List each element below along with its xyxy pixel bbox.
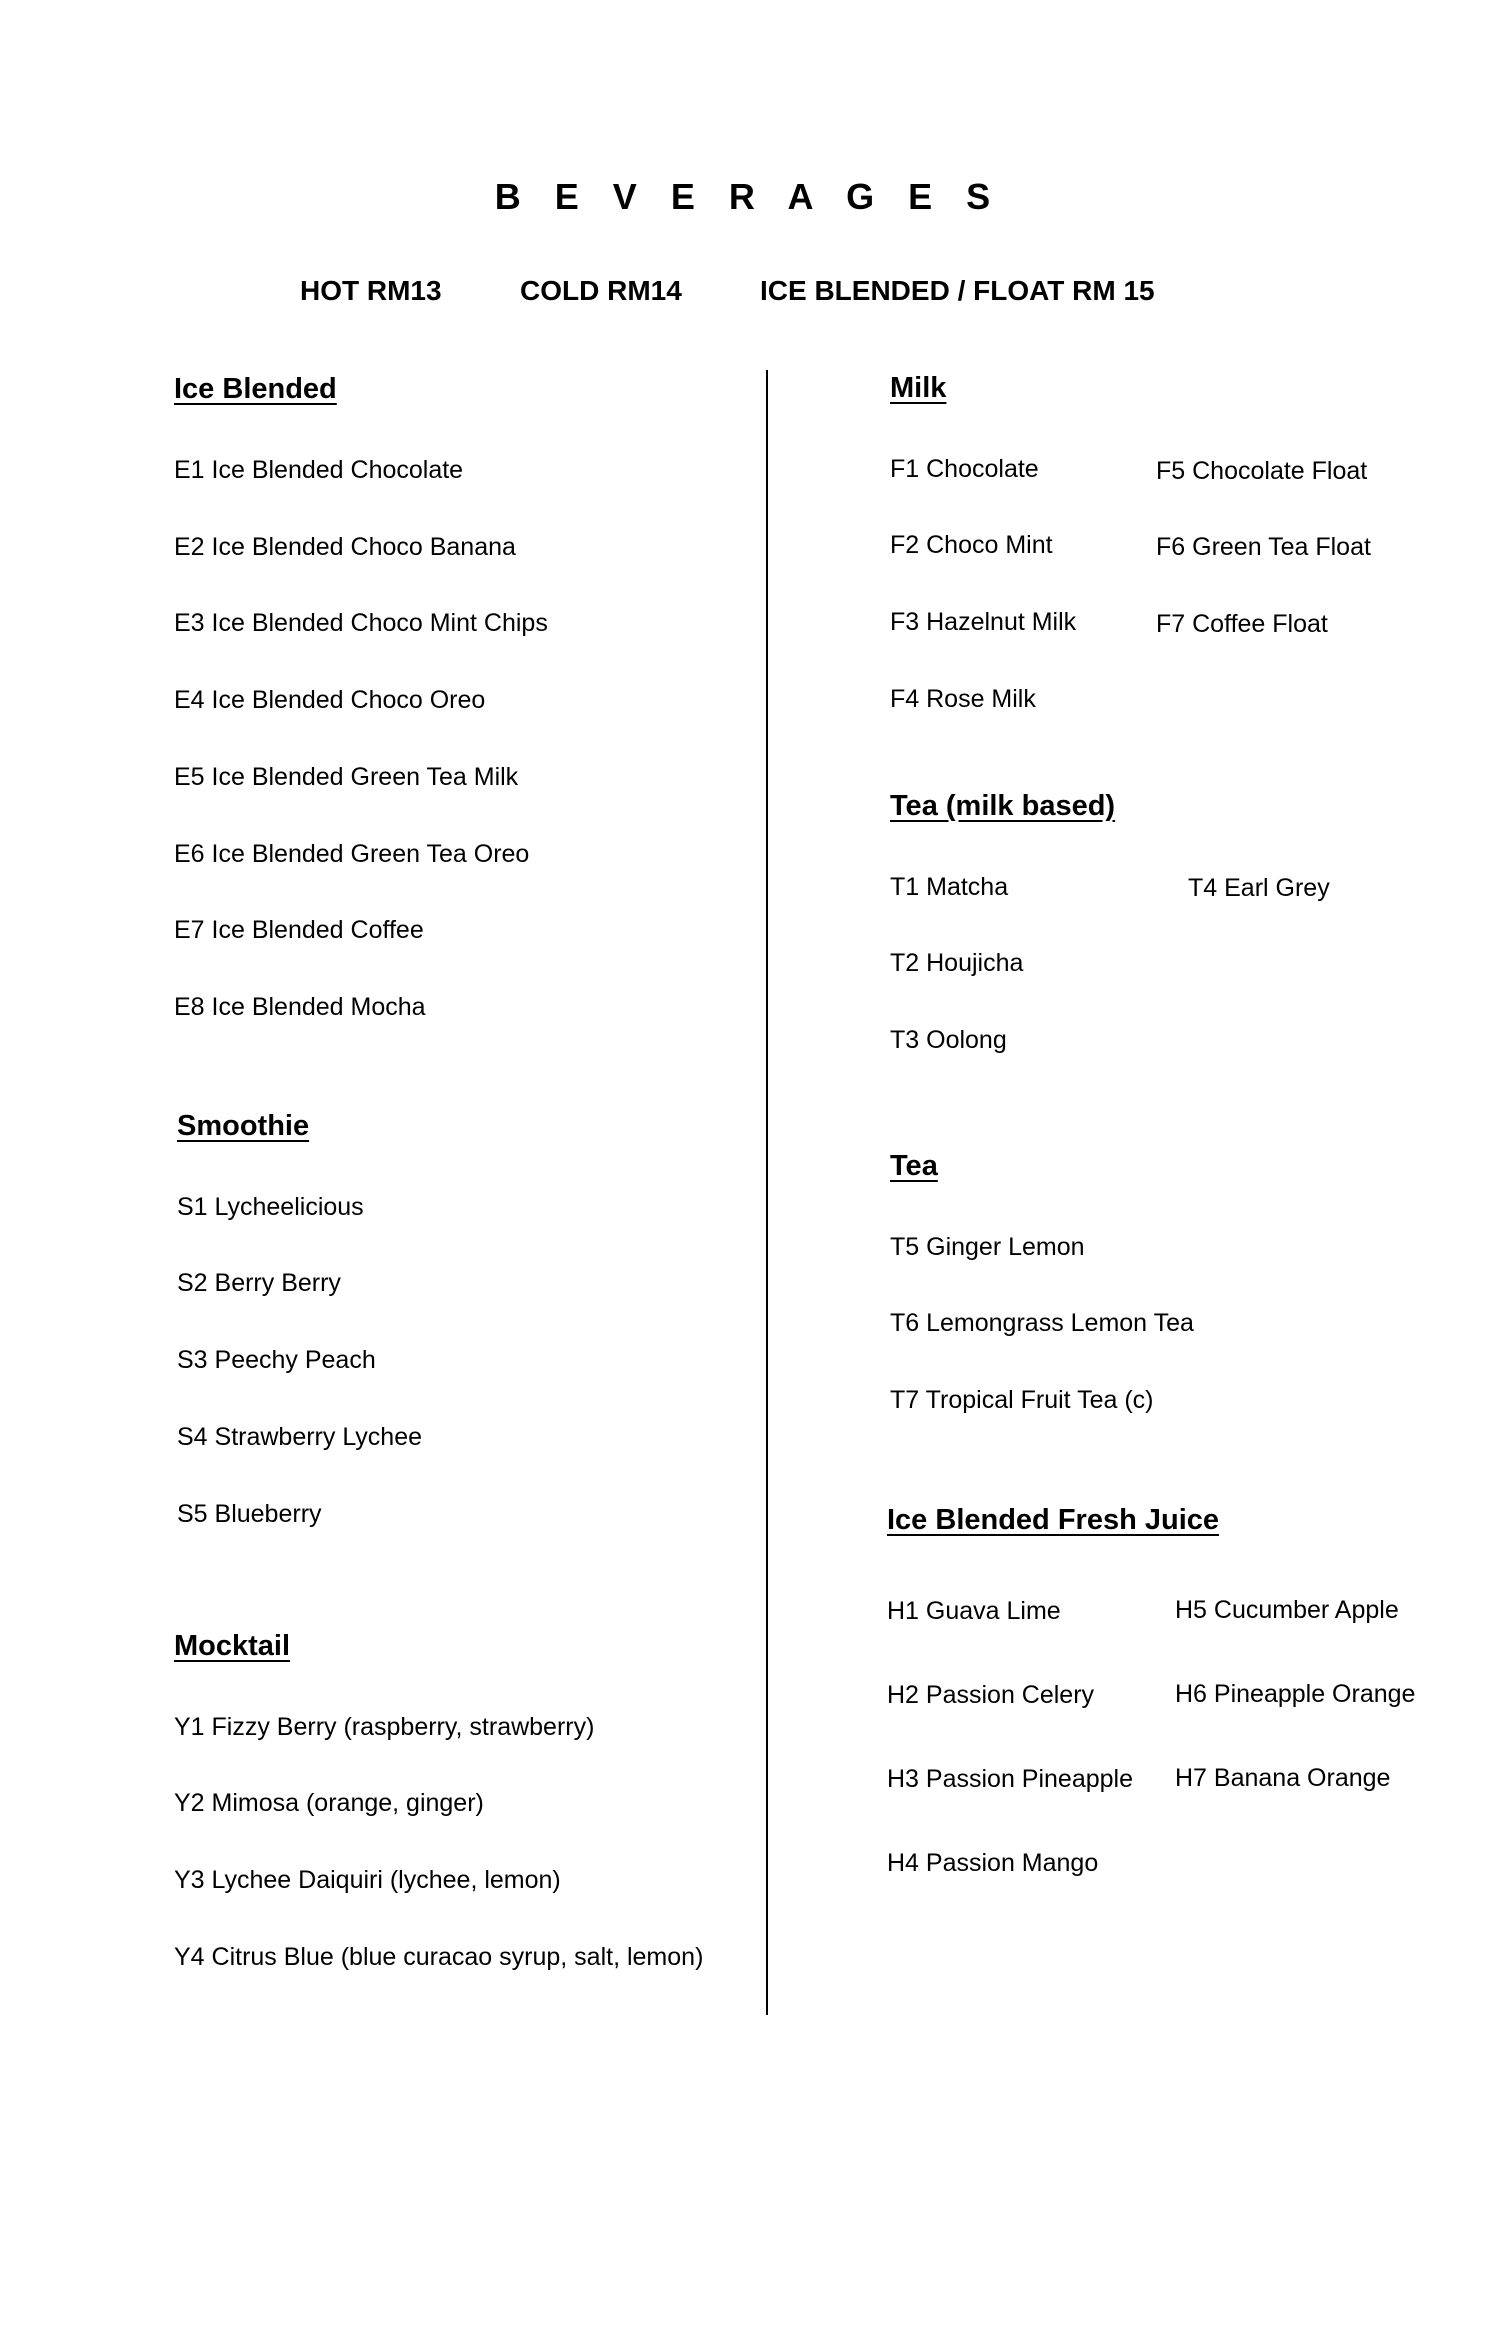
column-divider: [766, 370, 768, 2015]
menu-item: H5 Cucumber Apple: [1175, 1596, 1399, 1624]
menu-item: E3 Ice Blended Choco Mint Chips: [174, 609, 548, 637]
section-heading-milk: Milk: [890, 372, 947, 404]
page-title: B E V E R A G E S: [494, 176, 1003, 217]
menu-item: E6 Ice Blended Green Tea Oreo: [174, 840, 530, 868]
menu-item: T3 Oolong: [890, 1026, 1007, 1054]
menu-item: E4 Ice Blended Choco Oreo: [174, 686, 486, 714]
menu-item: Y3 Lychee Daiquiri (lychee, lemon): [174, 1866, 561, 1894]
menu-item: S1 Lycheelicious: [177, 1193, 364, 1221]
section-heading-tea-milk-based: Tea (milk based): [890, 790, 1116, 822]
menu-item: T6 Lemongrass Lemon Tea: [890, 1309, 1194, 1337]
menu-item: S2 Berry Berry: [177, 1269, 341, 1297]
menu-item: E2 Ice Blended Choco Banana: [174, 533, 516, 561]
menu-item: Y4 Citrus Blue (blue curacao syrup, salt, lemon): [174, 1943, 704, 1971]
menu-item: H2 Passion Celery: [887, 1681, 1095, 1709]
menu-item: Y2 Mimosa (orange, ginger): [174, 1789, 484, 1817]
section-heading-smoothie: Smoothie: [177, 1110, 310, 1142]
menu-item: Y1 Fizzy Berry (raspberry, strawberry): [174, 1713, 595, 1741]
price-ice-blended-float: ICE BLENDED / FLOAT RM 15: [760, 275, 1155, 306]
menu-item: F3 Hazelnut Milk: [890, 608, 1077, 636]
section-heading-fresh-juice: Ice Blended Fresh Juice: [887, 1504, 1220, 1536]
menu-item: T5 Ginger Lemon: [890, 1233, 1085, 1261]
section-heading-tea: Tea: [890, 1150, 938, 1182]
menu-item: E7 Ice Blended Coffee: [174, 916, 424, 944]
price-hot: HOT RM13: [300, 275, 442, 306]
menu-item: H1 Guava Lime: [887, 1597, 1061, 1625]
menu-item: F1 Chocolate: [890, 455, 1039, 483]
section-heading-ice-blended: Ice Blended: [174, 373, 337, 405]
menu-item: T1 Matcha: [890, 873, 1009, 901]
menu-item: F4 Rose Milk: [890, 685, 1036, 713]
menu-item: E5 Ice Blended Green Tea Milk: [174, 763, 519, 791]
menu-item: F2 Choco Mint: [890, 531, 1053, 559]
menu-item: E1 Ice Blended Chocolate: [174, 456, 464, 484]
section-heading-mocktail: Mocktail: [174, 1630, 291, 1662]
menu-item: F6 Green Tea Float: [1156, 533, 1371, 561]
menu-item: F5 Chocolate Float: [1156, 457, 1368, 485]
menu-item: T4 Earl Grey: [1188, 874, 1330, 902]
menu-item: H6 Pineapple Orange: [1175, 1680, 1416, 1708]
menu-item: H3 Passion Pineapple: [887, 1765, 1133, 1793]
price-cold: COLD RM14: [520, 275, 682, 306]
menu-item: T7 Tropical Fruit Tea (c): [890, 1386, 1154, 1414]
menu-item: S4 Strawberry Lychee: [177, 1423, 423, 1451]
menu-item: S3 Peechy Peach: [177, 1346, 376, 1374]
menu-item: F7 Coffee Float: [1156, 610, 1328, 638]
menu-item: E8 Ice Blended Mocha: [174, 993, 426, 1021]
menu-item: H4 Passion Mango: [887, 1849, 1099, 1877]
menu-item: S5 Blueberry: [177, 1500, 322, 1528]
menu-item: T2 Houjicha: [890, 949, 1024, 977]
menu-item: H7 Banana Orange: [1175, 1764, 1391, 1792]
